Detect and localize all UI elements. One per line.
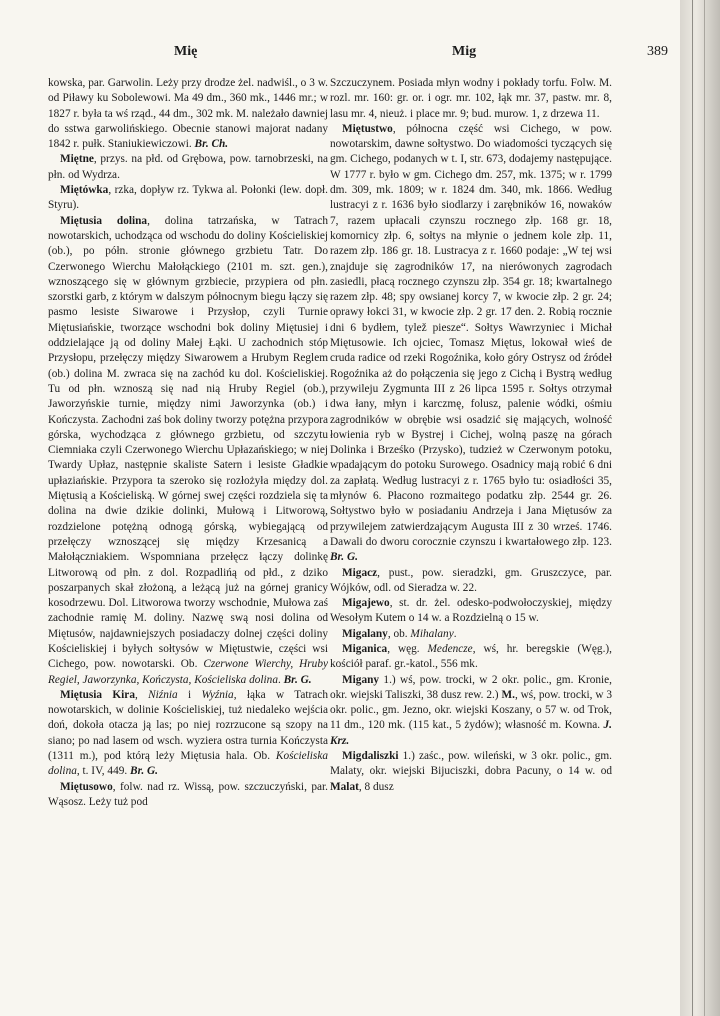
entry-paragraph [330, 596, 612, 627]
italic-text: Czerwone Wierchy, Hruby Regiel, Jaworzynka, Kończysta, Kościeliska dolina [48, 658, 328, 686]
entry-headword: Miganica [342, 642, 388, 655]
author-signature: Br. G. [330, 551, 358, 564]
entry-headword: Migdaliszki [342, 750, 399, 763]
italic-text: Mihalany [410, 627, 454, 640]
entry-headword: Migajewo [342, 597, 390, 610]
entry-paragraph [48, 780, 328, 811]
left-column [48, 76, 328, 810]
entry-paragraph [330, 749, 612, 795]
entry-paragraph [48, 152, 328, 183]
entry-paragraph [330, 566, 612, 597]
entry-headword: Miętusia dolina [60, 214, 148, 227]
entry-text: , 8 dusz [358, 780, 394, 793]
entry-text: , st. dr. żel. odesko-podwołoczyskiej, między Wesołym Kutem o 14 w. a Rozdzielną o 15 w. [330, 597, 612, 625]
entry-text: , węg. [387, 642, 428, 655]
author-signature: J. Krz. [330, 719, 612, 747]
entry-text: , dolina tatrzańska, w Tatrach nowotarskich, uchodząca od wschodu do doliny Kościeliskiej (ob.), po półn. stronie głównego grzbietu Tatr. Do Czerwonego Wierchu Małołąckiego (2101 m. szt. gen.), wznoszącego się w głównym grzbiecie, przypiera od płn. szorstki garb, z którym w dalszym północnym biegu łączy się pasmo lesiste Siwarowe i Przysłop, czyli Turnie Miętusiańskie, tworzące wschodni bok doliny Miętusiej i oddzielające ją od doliny Małej Łąki. U zachodnich stóp Przysłopu, przełęczy między Siwarowem a Hrubym Reglem (ob.) dolina M. zwraca się na zachód ku dol. Kościeliskiej. Tu od płn. wznoszą się nad nią Hruby Regiel (ob.), Jaworzyńskie turnie, między nimi Jaworzynka (ob.) i Kończysta. Zachodni zaś bok doliny tworzy potężna przypora górska, wychodząca z głównego grzbietu, od szczytu Ciemniaka czyli Czerwonego Wierchu Upłazańskiego; w niej Twardy Upłaz, następnie skaliste Satern i lesiste Gładkie upłaziańskie. Przypora ta szeroko się rozłożyła między dol. Miętusią a Kościeliską. W górnej swej części rozdziela się ta dolina na dwie dzikie dolinki, Mułową i Litworową, rozdzielone potężną odnogą górską, wybiegającą od przełęczy wznoszącej się między Krzesanicą a Małołączniakiem. Wspomniana przełęcz łączy dolinkę Litworową od płn. z dol. Rozpadlińą od płd., z dziko poszarpanych skał złożoną, a leżącą już na górnej granicy kosodrzewu. Dol. Litworowa tworzy wschodnie, Mułowa zaś zachodnie ramię M. doliny. Nazwę swą nosi dolina od Miętusów, najdawniejszych posiadaczy dolnej części doliny Kościeliskiej i byłych sołtysów w Miętustwie, części wsi Cichego, pow. nowotarski. Ob. [48, 214, 328, 671]
entry-headword: Miętustwo [342, 122, 393, 135]
entry-paragraph [330, 627, 612, 642]
entry-text: 1.) zaśc., pow. wileński, w 3 okr. polic., gm. Malaty, okr. wiejski Bijuciszki, dobra Pacuny, o 14 w. od [330, 750, 612, 778]
entry-headword: Migany [342, 673, 380, 686]
entry-text: kowska, par. Garwolin. Leży przy drodze żel. nadwiśl., o 3 w. od Piławy ku Sobolewowi. Ma 49 dm., 360 mk., 1446 mr.; w 1827 r. była ta wś rząd., 44 dm., 302 mk. M. należało dawniej do sstwa garwolińskiego. Obecnie stanowi majorat nadany 1842 r. pułk. Staniukiewiczowi. [48, 77, 328, 151]
header-left-word: Mię [174, 44, 198, 59]
entry-text: . [277, 673, 284, 686]
page-number: 389 [647, 44, 668, 59]
entry-text: , folw. nad rz. Wissą, pow. szczuczyński, par. Wąsosz. Leży tuż pod [48, 780, 328, 808]
entry-text: , wś, hr. beregskie (Węg.), kościół paraf. gr.-katol., 556 mk. [330, 642, 612, 671]
entry-headword: Miętne [60, 153, 94, 166]
entry-headword: Miętówka [60, 184, 109, 197]
entry-text: , wś, pow. trocki, w 3 okr. polic., gm. Jezno, okr. wiejski Koszany, o 57 w. od Trok, 11 dm., 120 mk. (115 kat., 5 żydów); własność m. Kowna. [330, 688, 612, 732]
entry-paragraph [330, 122, 612, 566]
spine-edge [704, 0, 705, 1016]
entry-text: Szczuczynem. Posiada młyn wodny i pokłady torfu. Folw. M. rozl. mr. 160: gr. or. i ogr. mr. 102, łąk mr. 37, pastw. mr. 8, lasu mr. 4, nieuż. i place mr. 9; bud. murow. 1, z drzewa 11. [330, 77, 612, 120]
entry-paragraph [330, 673, 612, 749]
book-spine [680, 0, 720, 1016]
italic-text: Wyźnia [201, 688, 234, 701]
right-column [330, 76, 612, 795]
entry-text: , północna część wsi Cichego, w pow. nowotarskim, dawne sołtystwo. Do wiadomości tyczących się gm. Cichego, podanych w t. I, str. 673, dodajemy następujące. W 1777 r. było w gm. Cichego dm. 257, mk. 1375; w r. 1799 dm. 309, mk. 1809; w r. 1824 dm. 340, mk. 1866. Według lustracyi z r. 1636 było siodlarzy i zarębników 16, nowaków 7, razem upłacali czynszu rocznego złp. 168 gr. 18, komornicy złp. 6, sołtys na młynie o jednem kole złp. 11, razem złp. 186 gr. 18. Lustracya z r. 1660 podaje: „W tej wsi znajduje się zagrodników 17, na nierówonych zagrodach zasiedli, płacą rocznego czynszu złp. 354 gr. 18; kwartalnego razem złp. 48; spy owsianej korcy 7, w kwocie złp. 2 gr. 24; oprawy łokci 31, w kwocie złp. 2 gr. 17 den. 2. Robią rocznie dni 6 bydłem, tylež piesze“. Sołtys Wawrzyniec i Michał Miętusowie. Ich ojciec, Tomasz Miętus, lokował wieś de cruda radice od rzeki Rogoźnika, koło góry Ostrysz od źródeł Rogoźnika aż do połączenia się jego z Cichą i Bystrą według przywileju Zygmunta III z 26 lipca 1595 r. Sołtys otrzymał dwa łany, młyn i karczmę, folusz, palenie wódki, ośmiu zagrodników w obrębie wsi osadzić się mających, wolność łowienia ryb w Bystrej i Cichej, wolną paszę na górach Dolinka i Brześko (Przysko), tudzież w Czerwonym potoku, wpadającym do potoku Surowego. Osadnicy mają robić 6 dni za zapłatą. Według lustracyi z r. 1765 było tu: osiadłości 35, młynów 6. Płacono rozmaitego podatku złp. 2544 gr. 26. Sołtystwo było w posiadaniu Andrzeja i Jana Miętusów za przywilejem zatwierdzającym Augusta III z 30 wrześ. 1746. Dawali do dworu corocznie czynszu i kwartałowego złp. 123. [330, 122, 612, 548]
spine-edge [692, 0, 693, 1016]
entry-headword: M. [501, 688, 515, 701]
entry-text: , pust., pow. sieradzki, gm. Gruszczyce, par. Wójków, odl. od Sieradza w. 22. [330, 566, 612, 594]
header-right-word: Mig [452, 44, 477, 59]
entry-headword: Miętusowo [60, 780, 113, 793]
italic-text: Medencze [427, 642, 473, 655]
entry-text: , rzka, dopływ rz. Tykwa al. Połonki (lew. dopł. Styru). [48, 184, 328, 212]
entry-paragraph [48, 76, 328, 152]
entry-text: , łąka w Tatrach nowotarskich, w dolinie Kościeliskiej, tuż niedaleko wejścia doń, dokoła otacza ją las; po niej rozrzucone są szopy na siano; po nad lasem od wsch. wyziera ostra turnia Kończysta (1311 m.), pod którą leży Miętusia hala. Ob. [48, 688, 328, 763]
entry-text: , [134, 688, 149, 701]
author-signature: Br. Ch. [194, 138, 229, 151]
entry-paragraph [330, 642, 612, 673]
entry-text: , t. IV, 449. [76, 765, 131, 778]
entry-headword: Migacz [342, 566, 378, 579]
entry-paragraph [48, 688, 328, 780]
entry-text: 1.) wś, pow. trocki, w 2 okr. polic., gm. Kronie, okr. wiejski Taliszki, 38 dusz rew. 2.) [330, 673, 612, 701]
entry-paragraph [330, 76, 612, 122]
italic-text: Kościeliska dolina [48, 750, 328, 778]
entry-paragraph [48, 214, 328, 688]
italic-text: Niźnia [148, 688, 178, 701]
entry-text: i [177, 688, 202, 701]
running-header [48, 44, 668, 66]
entry-paragraph [48, 183, 328, 214]
entry-headword: Malat [330, 780, 359, 793]
author-signature: Br. G. [130, 765, 158, 778]
entry-text: . [453, 627, 457, 640]
entry-headword: Migalany [342, 627, 388, 640]
entry-text: , ob. [387, 627, 411, 640]
entry-headword: Miętusia Kira [60, 688, 135, 701]
entry-text: , przys. na płd. od Grębowa, pow. tarnobrzeski, na płn. od Wydrza. [48, 153, 328, 181]
author-signature: Br. G. [283, 673, 312, 686]
